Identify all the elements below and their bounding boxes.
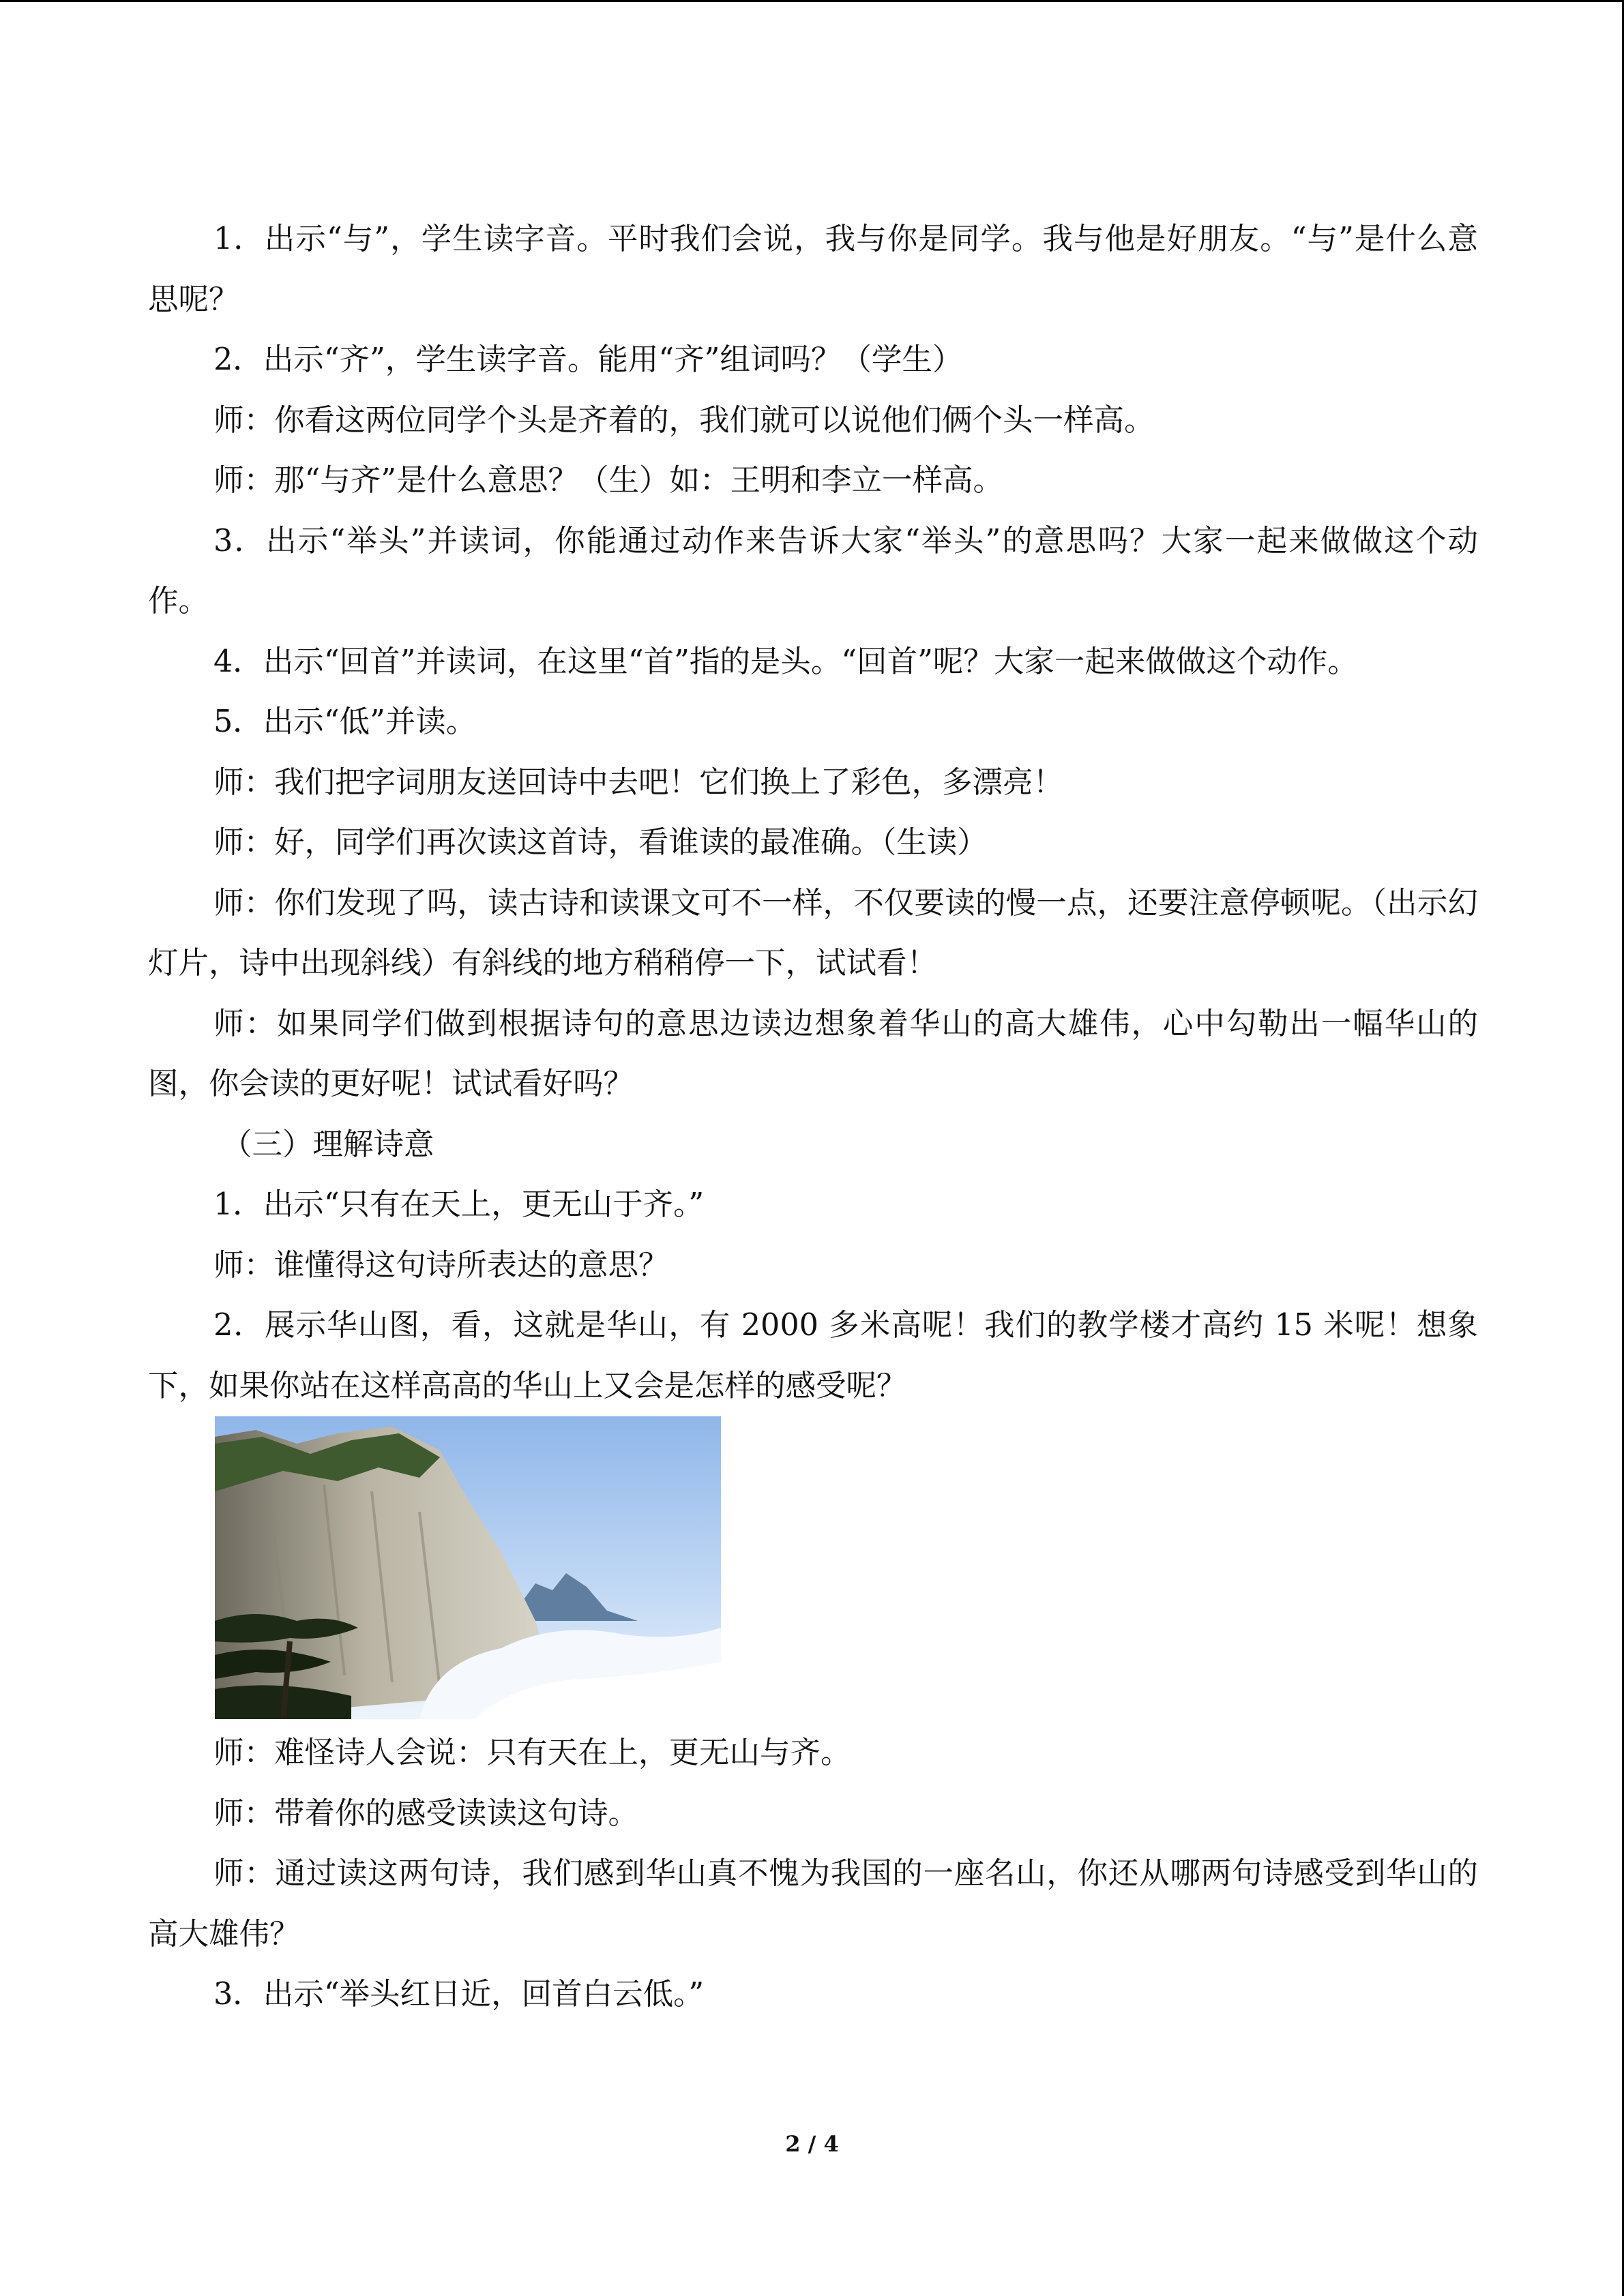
paragraph: 师：难怪诗人会说：只有天在上，更无山与齐。 [213,1735,851,1770]
paragraph: 3．出示“举头红日近，回首白云低。” [213,1977,705,2012]
paragraph: 师：谁懂得这句诗所表达的意思？ [213,1247,669,1283]
paragraph: 1．出示“只有在天上，更无山于齐。” [213,1187,705,1222]
mountain-photo-icon [215,1416,721,1719]
paragraph: 师：你们发现了吗，读古诗和读课文可不一样，不仅要读的慢一点，还要注意停顿呢。（出示幻灯片，诗中出现斜线）有斜线的地方稍稍停一下，试试看！ [148,885,1478,981]
section-heading: （三）理解诗意 [222,1127,434,1162]
paragraph: 师：我们把字词朋友送回诗中去吧！它们换上了彩色，多漂亮！ [213,764,1064,800]
paragraph: 师：好，同学们再次读这首诗，看谁读的最准确。（生读） [213,825,988,860]
paragraph: 师：你看这两位同学个头是齐着的，我们就可以说他们俩个头一样高。 [213,402,1155,438]
paragraph: 2．展示华山图，看，这就是华山，有 2000 多米高呢！我们的教学楼才高约 15 米呢！想象下，如果你站在这样高高的华山上又会是怎样的感受呢？ [148,1308,1478,1403]
huashan-figure [148,1416,1478,1723]
paragraph: 5．出示“低”并读。 [213,704,477,739]
page-number: 2 / 4 [785,2131,839,2157]
paragraph: 2．出示“齐”，学生读字音。能用“齐”组词吗？（学生） [213,342,963,377]
document-body [148,209,1478,2025]
paragraph: 师：如果同学们做到根据诗句的意思边读边想象着华山的高大雄伟，心中勾勒出一幅华山的图，你会读的更好呢！试试看好吗？ [148,1006,1478,1101]
paragraph: 师：那“与齐”是什么意思？（生）如：王明和李立一样高。 [213,463,1004,498]
paragraph: 1．出示“与”，学生读字音。平时我们会说，我与你是同学。我与他是好朋友。“与”是什么意思呢？ [148,222,1478,317]
paragraph: 4．出示“回首”并读词，在这里“首”指的是头。“回首”呢？大家一起来做做这个动作。 [213,644,1358,679]
paragraph: 师：通过读这两句诗，我们感到华山真不愧为我国的一座名山，你还从哪两句诗感受到华山的高大雄伟？ [148,1856,1478,1952]
paragraph: 3．出示“举头”并读词，你能通过动作来告诉大家“举头”的意思吗？大家一起来做做这个动作。 [148,523,1478,618]
paragraph: 师：带着你的感受读读这句诗。 [213,1795,639,1831]
